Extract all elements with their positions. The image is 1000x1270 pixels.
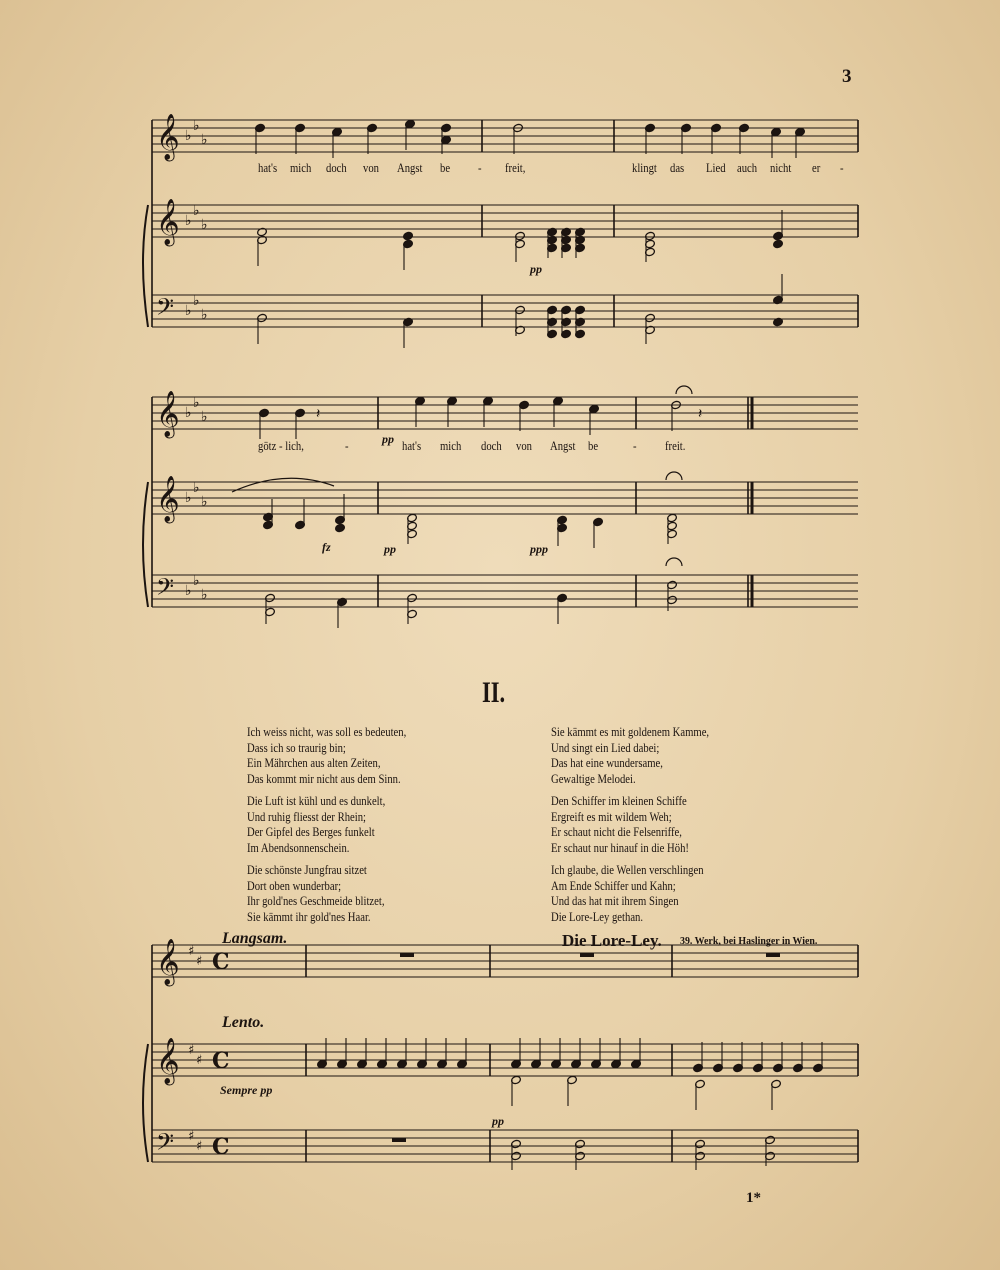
bass-clef-icon: 𝄢 xyxy=(156,573,175,606)
flat-icon: ♭ xyxy=(193,395,200,411)
sharp-icon: ♯ xyxy=(188,1043,195,1058)
flat-icon: ♭ xyxy=(193,573,200,589)
flat-icon: ♭ xyxy=(185,303,192,319)
lyric-syllable: auch xyxy=(737,160,758,175)
poem-stanza xyxy=(247,793,406,855)
tempo-piano: Lento. xyxy=(222,1014,265,1031)
sharp-icon: ♯ xyxy=(196,1139,203,1154)
flat-icon: ♭ xyxy=(201,409,208,425)
dynamic-marking: fz xyxy=(322,540,331,554)
poem-line: Dort oben wunderbar; xyxy=(247,877,342,893)
dynamic-marking: Sempre pp xyxy=(220,1083,273,1097)
flat-icon: ♭ xyxy=(201,132,208,148)
lyric-syllable: nicht xyxy=(770,160,792,175)
note-head xyxy=(335,523,346,532)
tempo-voice: Langsam. xyxy=(222,930,288,947)
poem-line: Im Abendsonnenschein. xyxy=(247,839,350,855)
lyric-syllable: Angst xyxy=(550,438,576,453)
bass-clef-icon: 𝄢 xyxy=(156,1128,175,1161)
poem-line: Am Ende Schiffer und Kahn; xyxy=(551,877,676,893)
lyric-syllable: hat's xyxy=(258,160,278,175)
treble-clef-icon: 𝄞 xyxy=(156,939,180,985)
poem-left-column xyxy=(247,724,406,931)
poem-line: Das hat eine wundersame, xyxy=(551,755,663,770)
lyric-syllable: doch xyxy=(326,160,347,175)
dynamic-marking: pp xyxy=(530,262,542,276)
poem-line: Ich weiss nicht, was soll es bedeuten, xyxy=(247,724,407,739)
song-title: Die Lore-Ley. xyxy=(562,931,662,950)
poem-line: Und ruhig fliesst der Rhein; xyxy=(247,808,367,824)
poem-line: Er schaut nur hinauf in die Höh! xyxy=(551,839,689,855)
flat-icon: ♭ xyxy=(201,307,208,323)
lyric-syllable: götz - lich, xyxy=(258,438,304,453)
poem-line: Der Gipfel des Berges funkelt xyxy=(247,824,375,839)
dynamic-marking: pp xyxy=(492,1114,504,1128)
poem-line: Sie kämmt ihr gold'nes Haar. xyxy=(247,908,371,924)
lyric-syllable: - xyxy=(478,160,482,175)
poem-line: Das kommt mir nicht aus dem Sinn. xyxy=(247,770,401,786)
poem-line: Ihr gold'nes Geschmeide blitzet, xyxy=(247,893,385,908)
piano-brace xyxy=(143,482,148,607)
piano-brace xyxy=(143,1044,148,1162)
lyric-syllable: das xyxy=(670,160,685,175)
fermata-icon xyxy=(666,558,682,566)
lyric-syllable: be xyxy=(588,438,599,453)
poem-stanza xyxy=(551,724,709,786)
flat-icon: ♭ xyxy=(193,203,200,219)
whole-rest xyxy=(580,953,594,957)
page-number: 3 xyxy=(842,66,852,87)
treble-clef-icon: 𝄞 xyxy=(156,114,180,160)
publisher-note: 39. Werk, bei Haslinger in Wien. xyxy=(680,935,818,947)
lyric-syllable: freit, xyxy=(505,160,526,175)
fermata-icon xyxy=(666,472,682,480)
flat-icon: ♭ xyxy=(185,490,192,506)
lyric-syllable: er xyxy=(812,160,821,175)
poem-stanza xyxy=(551,862,709,924)
poem-right-column xyxy=(551,724,709,931)
treble-clef-icon: 𝄞 xyxy=(156,199,180,245)
whole-rest xyxy=(400,953,414,957)
poem-line: Sie kämmt es mit goldenem Kamme, xyxy=(551,724,710,739)
poem-line: Ein Mährchen aus alten Zeiten, xyxy=(247,755,381,770)
dynamic-marking: pp xyxy=(384,542,396,556)
signature-mark: 1* xyxy=(746,1190,761,1206)
lyric-syllable: - xyxy=(345,438,349,453)
fermata-icon xyxy=(676,386,692,394)
treble-clef-icon: 𝄞 xyxy=(156,476,180,522)
lyric-syllable: von xyxy=(516,438,532,453)
sharp-icon: ♯ xyxy=(196,954,203,969)
poem-line: Und singt ein Lied dabei; xyxy=(551,739,660,755)
poem-line: Gewaltige Melodei. xyxy=(551,770,636,786)
poem-stanza xyxy=(551,793,709,855)
flat-icon: ♭ xyxy=(193,118,200,134)
sharp-icon: ♯ xyxy=(188,1129,195,1144)
poem-line: Ergreift es mit wildem Weh; xyxy=(551,808,672,824)
poem-line: Dass ich so traurig bin; xyxy=(247,739,346,755)
common-time-icon: C xyxy=(212,1048,230,1074)
lyric-syllable: Angst xyxy=(397,160,423,175)
flat-icon: ♭ xyxy=(201,587,208,603)
treble-clef-icon: 𝄞 xyxy=(156,391,180,437)
common-time-icon: C xyxy=(212,949,230,975)
poem-line: Ich glaube, die Wellen verschlingen xyxy=(551,862,704,877)
treble-clef-icon: 𝄞 xyxy=(156,1038,180,1084)
flat-icon: ♭ xyxy=(185,405,192,421)
poem-line: Die schönste Jungfrau sitzet xyxy=(247,862,367,877)
whole-rest xyxy=(766,953,780,957)
lyric-syllable: - xyxy=(633,438,637,453)
lyric-syllable: klingt xyxy=(632,160,657,175)
poem-line: Er schaut nicht die Felsenriffe, xyxy=(551,824,682,839)
lyric-syllable: mich xyxy=(290,160,312,175)
flat-icon: ♭ xyxy=(193,480,200,496)
lyric-syllable: be xyxy=(440,160,451,175)
whole-rest xyxy=(392,1138,406,1142)
lyric-syllable: mich xyxy=(440,438,462,453)
poem-line: Und das hat mit ihrem Singen xyxy=(551,893,679,908)
lyric-syllable: hat's xyxy=(402,438,422,453)
lyric-syllable: Lied xyxy=(706,160,726,175)
note-head xyxy=(773,239,784,248)
flat-icon: ♭ xyxy=(201,494,208,510)
piano-brace xyxy=(143,205,148,327)
sharp-icon: ♯ xyxy=(196,1053,203,1068)
lyric-syllable: - xyxy=(840,160,844,175)
lyric-syllable: doch xyxy=(481,438,502,453)
poem-line: Den Schiffer im kleinen Schiffe xyxy=(551,793,687,808)
common-time-icon: C xyxy=(212,1134,230,1160)
note-head xyxy=(403,231,414,240)
poem-line: Die Lore-Ley gethan. xyxy=(551,908,644,924)
lyric-syllable: von xyxy=(363,160,379,175)
rest-icon: 𝄽 xyxy=(316,406,321,422)
dynamic-marking: ppp xyxy=(530,542,548,556)
dynamic-marking: pp xyxy=(382,432,394,446)
poem-stanza xyxy=(247,862,406,924)
flat-icon: ♭ xyxy=(185,583,192,599)
flat-icon: ♭ xyxy=(185,128,192,144)
flat-icon: ♭ xyxy=(185,213,192,229)
poem-line: Die Luft ist kühl und es dunkelt, xyxy=(247,793,386,808)
poem-stanza xyxy=(247,724,406,786)
lyric-syllable: freit. xyxy=(665,438,686,453)
flat-icon: ♭ xyxy=(201,217,208,233)
flat-icon: ♭ xyxy=(193,293,200,309)
bass-clef-icon: 𝄢 xyxy=(156,293,175,326)
section-heading: II. xyxy=(482,676,506,709)
rest-icon: 𝄽 xyxy=(698,406,703,422)
sharp-icon: ♯ xyxy=(188,944,195,959)
